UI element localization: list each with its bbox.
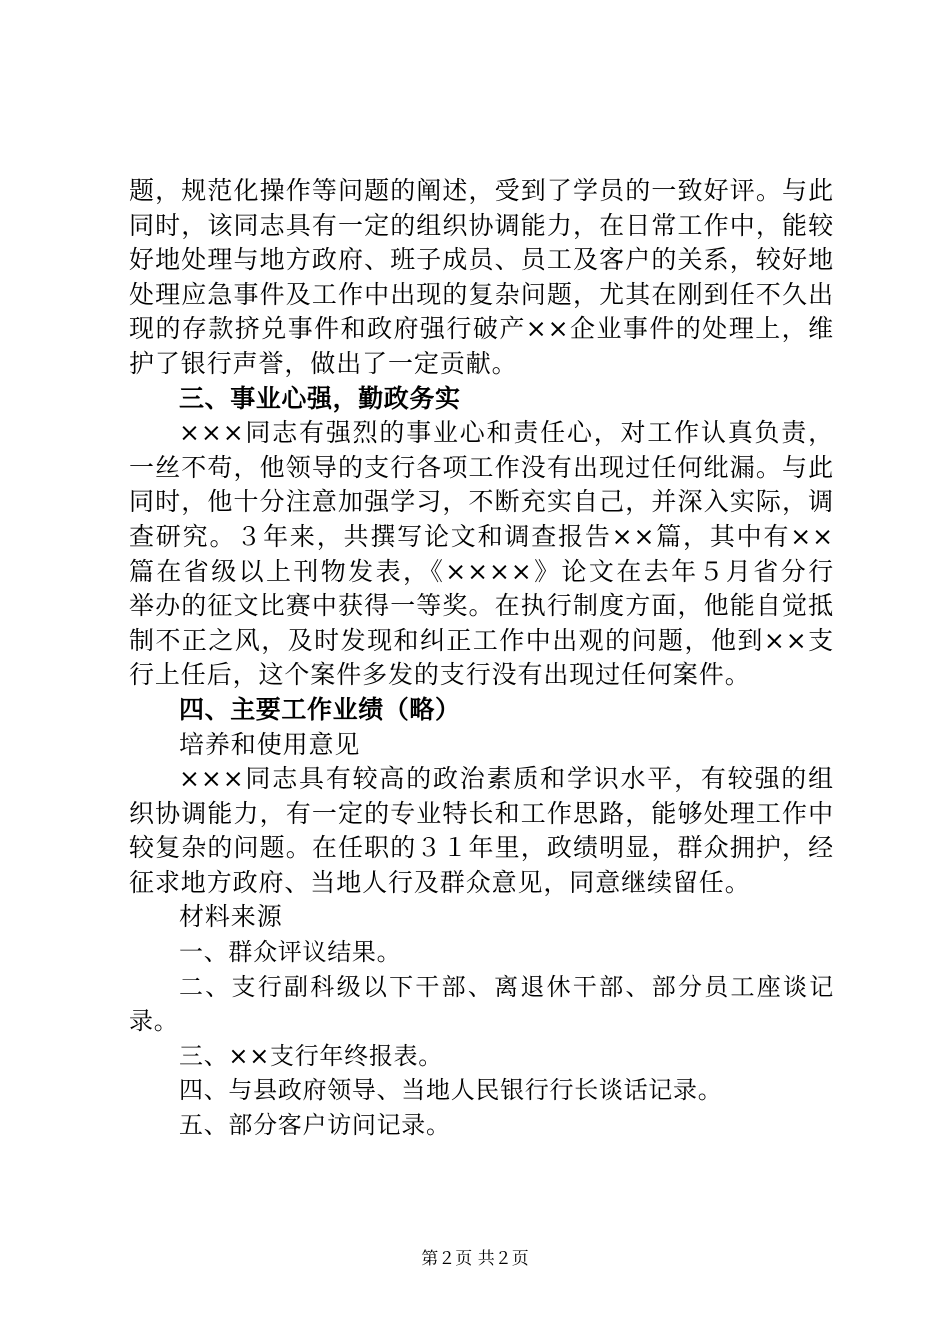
source-item: 五、部分客户访问记录。: [179, 1111, 451, 1140]
paragraph-line: 查研究。３年来，共撰写论文和调查报告××篇，其中有××: [129, 521, 834, 551]
paragraph-line: 现的存款挤兑事件和政府强行破产××企业事件的处理上，维: [129, 314, 834, 344]
paragraph-line: 行上任后，这个案件多发的支行没有出现过任何案件。: [129, 660, 751, 690]
section-heading-3: 三、事业心强，勤政务实: [179, 383, 461, 413]
page-footer: 第２页 共２页: [421, 1249, 529, 1269]
paragraph-line: 护了银行声誉，做出了一定贡献。: [129, 348, 518, 378]
paragraph-line: 好地处理与地方政府、班子成员、员工及客户的关系，较好地: [129, 245, 834, 275]
paragraph-line: 一丝不苟，他领导的支行各项工作没有出现过任何纰漏。与此: [129, 452, 834, 482]
section-heading-4: 四、主要工作业绩（略）: [179, 694, 461, 724]
paragraph-line: 织协调能力，有一定的专业特长和工作思路，能够处理工作中: [129, 798, 834, 828]
paragraph-line: 处理应急事件及工作中出现的复杂问题，尤其在刚到任不久出: [129, 279, 834, 309]
source-item: 三、××支行年终报表。: [179, 1041, 443, 1070]
opinion-title: 培养和使用意见: [179, 729, 361, 759]
paragraph-line: 较复杂的问题。在任职的３１年里，政绩明显，群众拥护，经: [129, 833, 834, 863]
paragraph-line: 制不正之风，及时发现和纠正工作中出观的问题，他到××支: [129, 625, 834, 655]
source-title: 材料来源: [179, 902, 283, 932]
source-item: 一、群众评议结果。: [179, 938, 402, 967]
source-item: 二、支行副科级以下干部、离退休干部、部分员工座谈记: [179, 972, 834, 1001]
paragraph-line: 题，规范化操作等问题的阐述，受到了学员的一致好评。与此: [129, 176, 834, 205]
paragraph-line: 征求地方政府、当地人行及群众意见，同意继续留任。: [129, 867, 751, 897]
source-item: 四、与县政府领导、当地人民银行行长谈话记录。: [179, 1076, 723, 1105]
document-body: [129, 174, 834, 1143]
paragraph-line: 篇在省级以上刊物发表，《××××》论文在去年５月省分行: [129, 556, 834, 586]
paragraph-line: 举办的征文比赛中获得一等奖。在执行制度方面，他能自觉抵: [129, 591, 834, 621]
paragraph-line: ×××同志有强烈的事业心和责任心，对工作认真负责，: [179, 418, 834, 448]
paragraph-line: ×××同志具有较高的政治素质和学识水平，有较强的组: [179, 764, 834, 794]
source-item: 录。: [129, 1007, 179, 1036]
paragraph-line: 同时，该同志具有一定的组织协调能力，在日常工作中，能较: [129, 210, 834, 240]
paragraph-line: 同时，他十分注意加强学习，不断充实自己，并深入实际，调: [129, 487, 834, 517]
